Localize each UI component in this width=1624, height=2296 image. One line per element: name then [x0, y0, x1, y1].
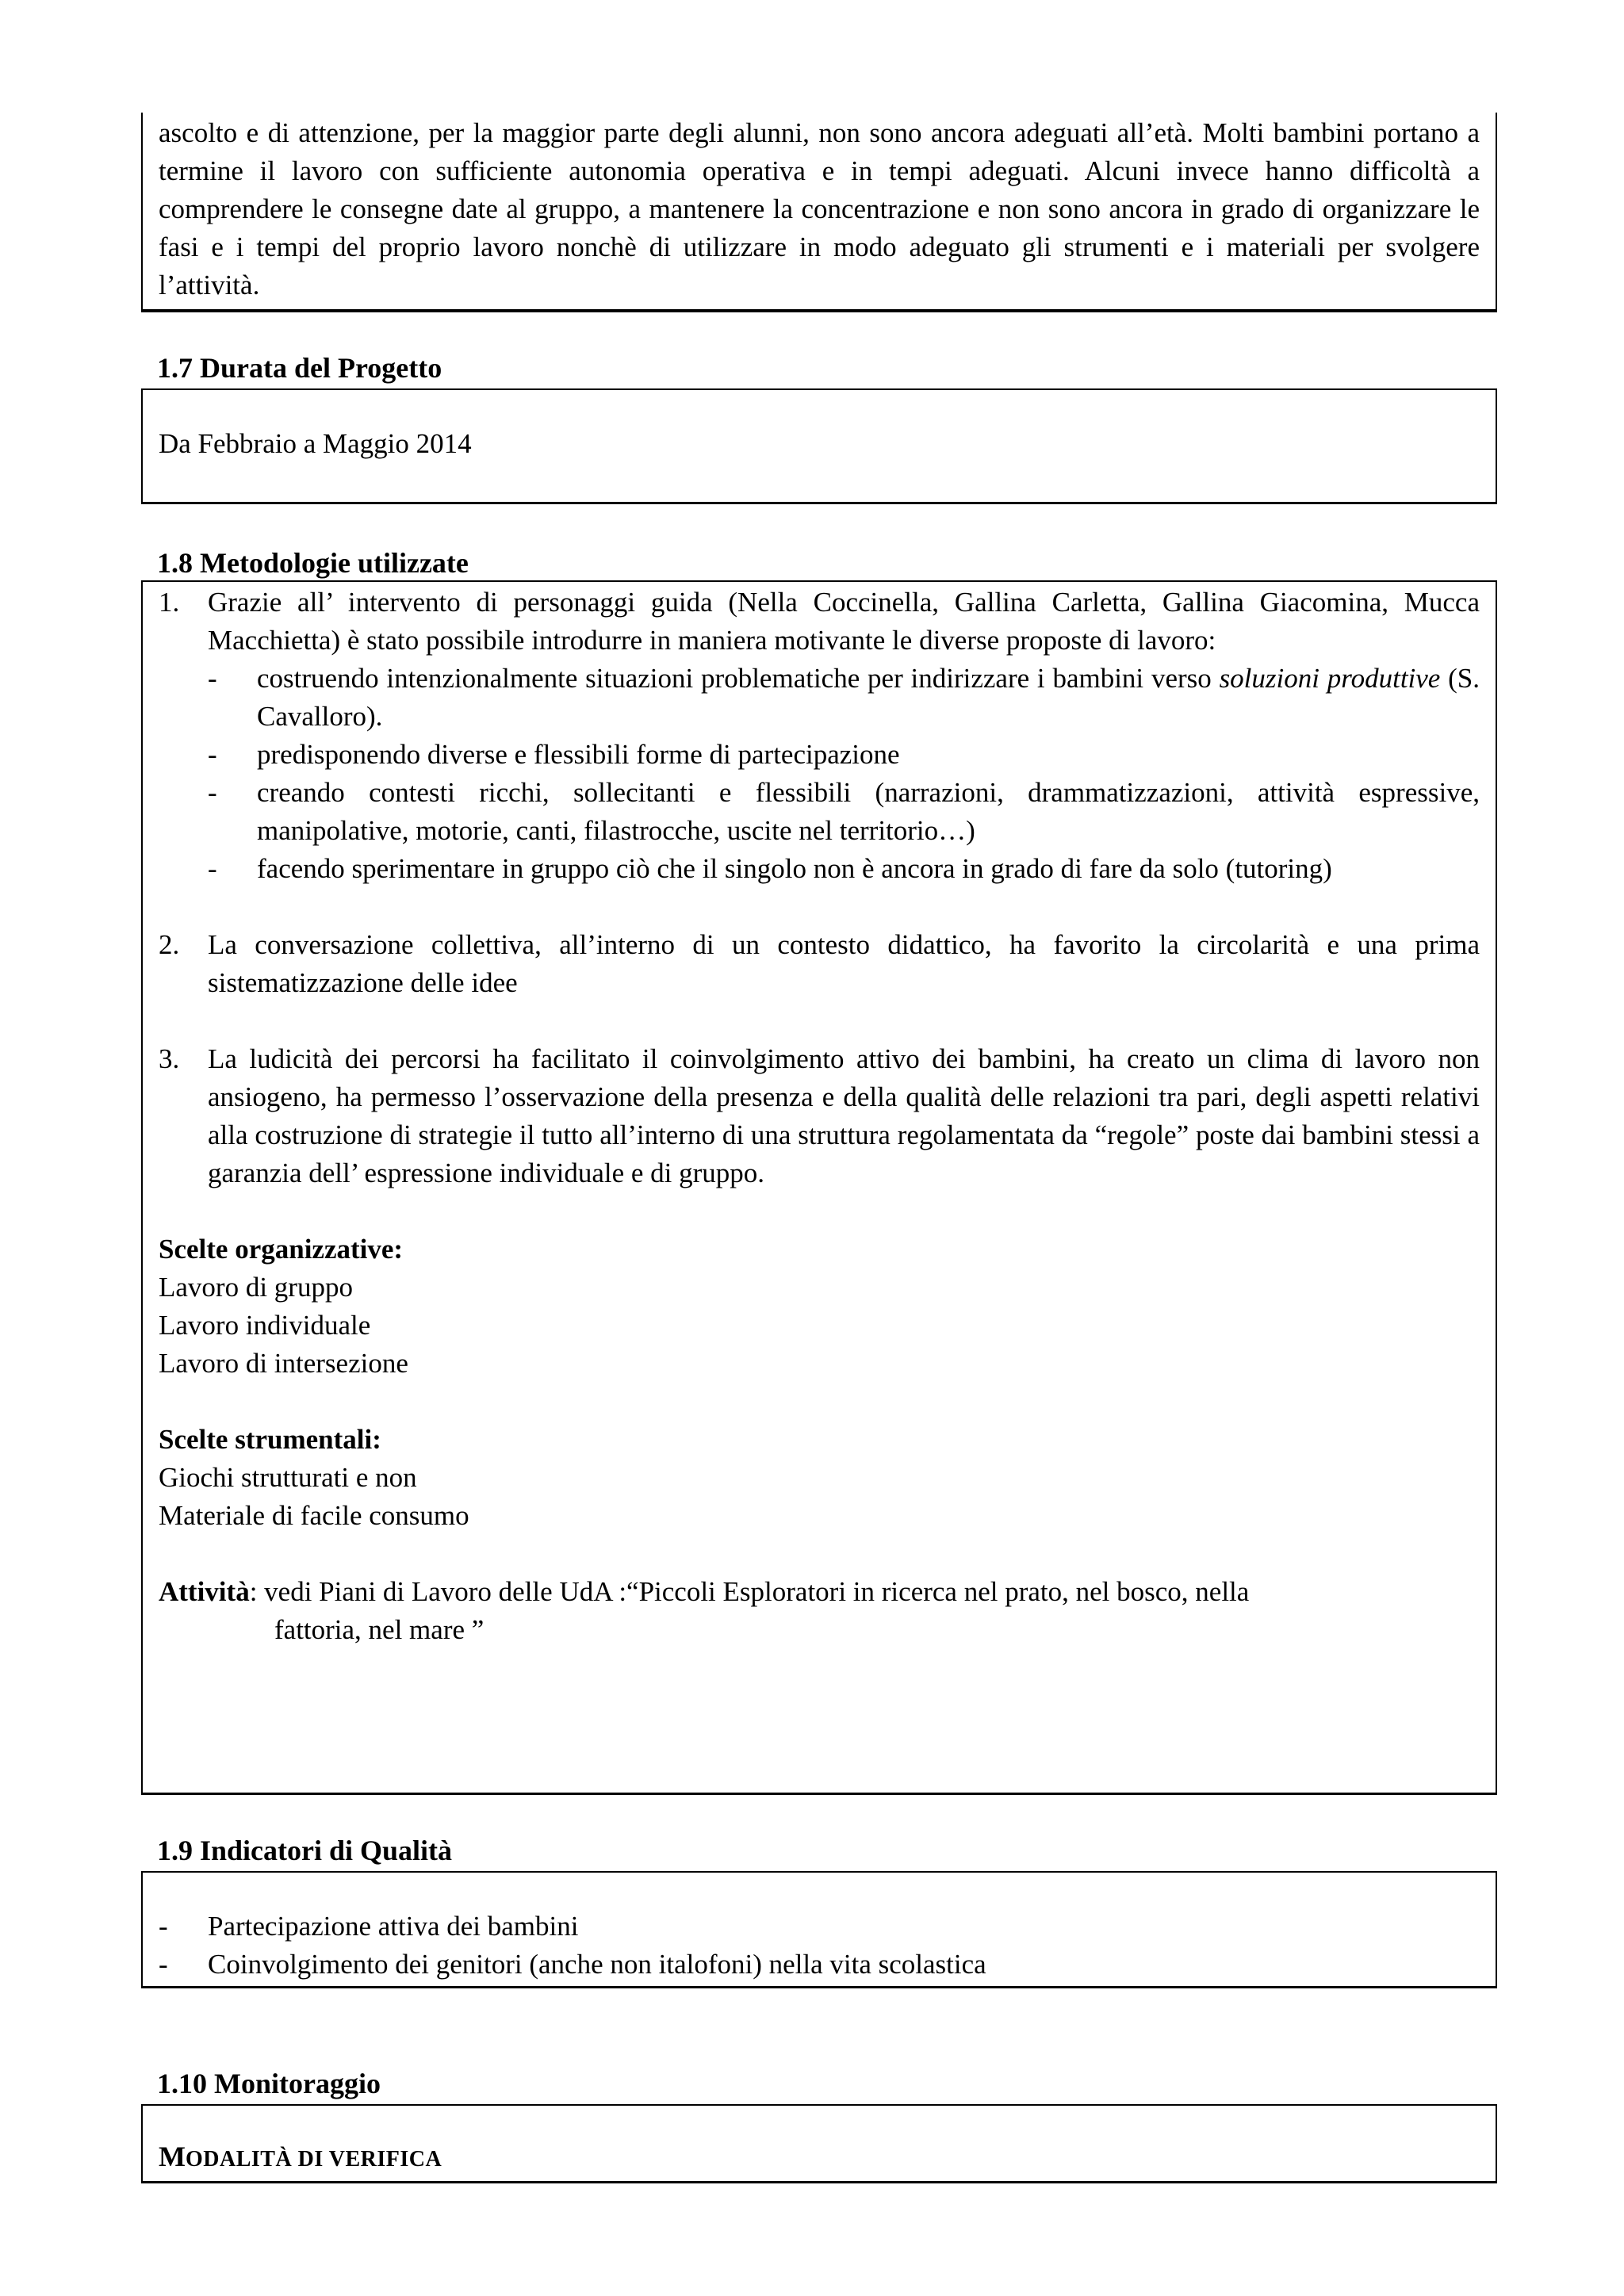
heading-1-7: 1.7 Durata del Progetto: [157, 352, 442, 384]
sub-list: [208, 660, 1480, 888]
heading-1-10: 1.10 Monitoraggio: [157, 2068, 381, 2099]
metodologie-box: [141, 580, 1497, 1795]
modalita-verifica-title: MODALITÀ DI VERIFICA: [159, 2141, 442, 2172]
item-text: Grazie all’ intervento di personaggi guida (Nella Coccinella, Gallina Carletta, Gallina Giacomina, Mucca Macchietta) è stato possibile introdurre in maniera motivante le diverse proposte di lavoro:: [208, 587, 1480, 656]
item-number: 3.: [159, 1043, 180, 1074]
heading-1-9: 1.9 Indicatori di Qualità: [157, 1835, 453, 1866]
metodologia-item-3: [159, 1040, 1480, 1192]
heading-1-8: 1.8 Metodologie utilizzate: [157, 547, 469, 579]
scelte-org-line: Lavoro individuale: [159, 1310, 371, 1341]
sub-item: - creando contesti ricchi, sollecitanti e flessibili (narrazioni, drammatizzazioni, attività espressive, manipolative, motorie, canti, filastrocche, uscite nel territorio…): [208, 777, 1480, 846]
item-number: 2.: [159, 929, 180, 960]
sub-item: - predisponendo diverse e flessibili forme di partecipazione: [208, 739, 900, 770]
metodologia-item-2: [159, 926, 1480, 1002]
attivita-label: Attività: [159, 1576, 250, 1607]
durata-box: [141, 388, 1497, 504]
indicatore-item: - Partecipazione attiva dei bambini: [159, 1911, 579, 1942]
scelte-str-line: Materiale di facile consumo: [159, 1500, 469, 1531]
metodologia-item-1: [159, 584, 1480, 888]
item-text: La conversazione collettiva, all’interno di un contesto didattico, ha favorito la circolarità e una prima sistematizzazione delle idee: [208, 929, 1480, 998]
attivita-line: [159, 1573, 1480, 1611]
intro-box: [141, 113, 1497, 312]
scelte-strumentali-title: Scelte strumentali:: [159, 1424, 381, 1455]
sub-item: - facendo sperimentare in gruppo ciò che il singolo non è ancora in grado di fare da solo (tutoring): [208, 853, 1332, 884]
intro-text: ascolto e di attenzione, per la maggior parte degli alunni, non sono ancora adeguati all’età. Molti bambini portano a termine il lavoro con sufficiente autonomia operativa e in tempi adeguati. Alcuni invece hanno difficoltà a comprendere le consegne date al gruppo, a mantenere la concentrazione e non sono ancora in grado di organizzare le fasi e i tempi del proprio lavoro nonchè di utilizzare in modo adeguato gli strumenti e i materiali per svolgere l’attività.: [159, 117, 1480, 300]
item-text: La ludicità dei percorsi ha facilitato il coinvolgimento attivo dei bambini, ha creato un clima di lavoro non ansiogeno, ha permesso l’osservazione della presenza e della qualità delle relazioni tra pari, degli aspetti relativi alla costruzione di strategie il tutto all’interno di una struttura regolamentata da “regole” poste dai bambini stessi a garanzia dell’ espressione individuale e di gruppo.: [208, 1043, 1480, 1188]
indicatori-box: [141, 1871, 1497, 1988]
scelte-organizzative-title: Scelte organizzative:: [159, 1234, 404, 1265]
scelte-str-line: Giochi strutturati e non: [159, 1462, 417, 1493]
scelte-org-line: Lavoro di intersezione: [159, 1348, 408, 1379]
scelte-org-line: Lavoro di gruppo: [159, 1272, 353, 1303]
monitoraggio-box: [141, 2104, 1497, 2183]
item-number: 1.: [159, 587, 180, 618]
durata-text: Da Febbraio a Maggio 2014: [159, 428, 472, 459]
attivita-text: : vedi Piani di Lavoro delle UdA :“Piccoli Esploratori in ricerca nel prato, nel bosco, nella: [249, 1576, 1250, 1607]
indicatore-item: - Coinvolgimento dei genitori (anche non italofoni) nella vita scolastica: [159, 1949, 986, 1980]
sub-item: - costruendo intenzionalmente situazioni problematiche per indirizzare i bambini verso soluzioni produttive (S. Cavalloro).: [208, 663, 1480, 732]
attivita-continuation: fattoria, nel mare ”: [274, 1614, 485, 1645]
